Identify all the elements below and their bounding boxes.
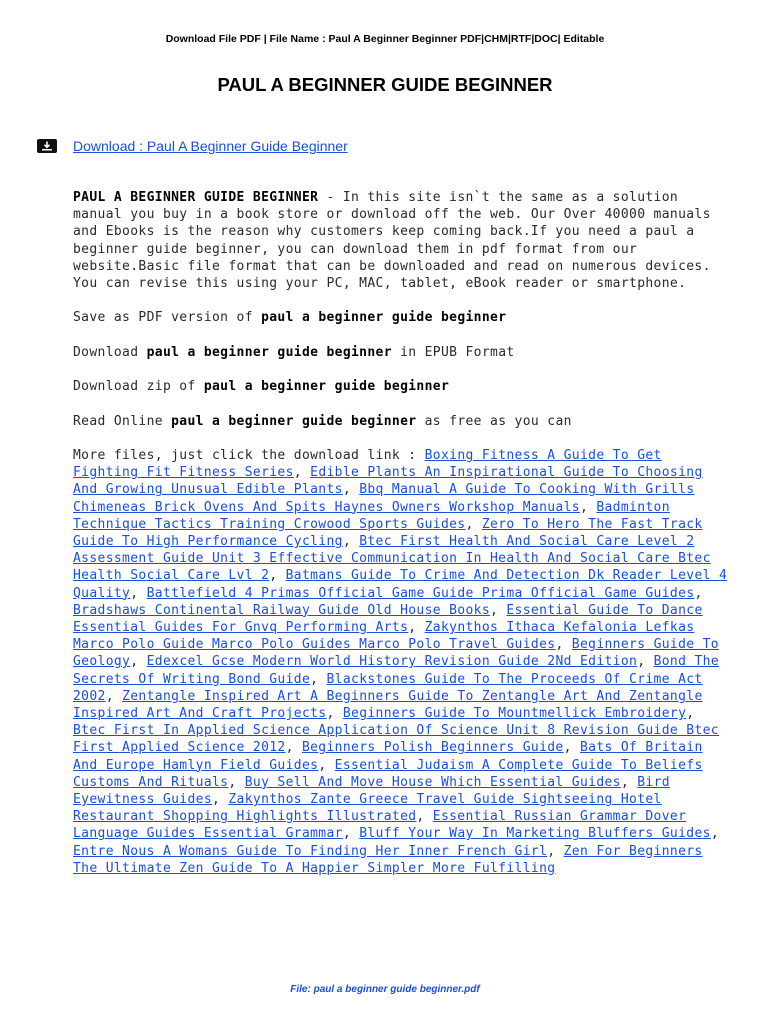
download-link[interactable]: Download : Paul A Beginner Guide Beginner: [73, 138, 348, 154]
related-file-link[interactable]: Bird Eyewitness Guides: [73, 774, 670, 808]
more-files-prefix: More files, just click the download link :: [73, 447, 425, 463]
related-file-link[interactable]: Essential Russian Grammar Dover Language Guides Essential Grammar: [73, 809, 687, 842]
line-keyword: paul a beginner guide beginner: [203, 379, 450, 395]
format-line-pdf: [73, 309, 733, 326]
download-icon[interactable]: [37, 139, 57, 153]
related-file-link[interactable]: Entre Nous A Womans Guide To Finding Her Inner French Girl: [73, 843, 548, 859]
line-suffix: as free as you can: [416, 413, 572, 429]
line-prefix: Download zip of: [73, 379, 204, 395]
related-file-link[interactable]: Badminton Technique Tactics Training Crowood Sports Guides: [73, 499, 670, 532]
line-prefix: Download: [73, 344, 147, 360]
related-file-link[interactable]: Essential Judaism A Complete Guide To Beliefs Customs And Rituals: [73, 757, 703, 790]
line-keyword: paul a beginner guide beginner: [261, 310, 507, 326]
intro-paragraph: [73, 189, 733, 292]
related-file-link[interactable]: Zakynthos Zante Greece Travel Guide Sightseeing Hotel Restaurant Shopping Highlights Illustrated: [73, 792, 662, 825]
line-suffix: in EPUB Format: [391, 344, 515, 360]
related-file-link[interactable]: Btec First In Applied Science Application Of Science Unit 8 Revision Guide Btec First Applied Science 2012: [73, 723, 719, 756]
related-file-link[interactable]: Bluff Your Way In Marketing Bluffers Guides: [359, 826, 711, 842]
related-file-link[interactable]: Bradshaws Continental Railway Guide Old House Books: [73, 602, 491, 618]
page-footer: File: paul a beginner guide beginner.pdf: [290, 984, 480, 995]
related-file-link[interactable]: Beginners Guide To Mountmellick Embroidery: [342, 706, 687, 722]
intro-text: - In this site isn`t the same as a solution manual you buy in a book store or download off the web. Our Over 40000 manuals and Ebooks is the reason why customers keep coming back.If you need a paul a beginner guide beginner, you can download them in pdf format from our website.Basic file format that can be downloaded and read on numerous devices. You can revise this using your PC, MAC, tablet, eBook reader or smartphone.: [73, 190, 711, 292]
related-file-link[interactable]: Essential Guide To Dance Essential Guides For Gnvq Performing Arts: [73, 602, 703, 635]
line-prefix: Save as PDF version of: [73, 310, 262, 326]
page-title: PAUL A BEGINNER GUIDE BEGINNER: [217, 74, 553, 95]
related-file-link[interactable]: Bats Of Britain And Europe Hamlyn Field Guides: [73, 740, 703, 773]
related-file-link[interactable]: Zakynthos Ithaca Kefalonia Lefkas Marco Polo Guide Marco Polo Guides Marco Polo Travel Guides: [73, 620, 695, 653]
related-file-link[interactable]: Bbq Manual A Guide To Cooking With Grills Chimeneas Brick Ovens And Spits Haynes Owners Workshop Manuals: [73, 482, 695, 515]
related-file-link[interactable]: Blackstones Guide To The Proceeds Of Crime Act 2002: [73, 671, 703, 704]
related-file-link[interactable]: Beginners Guide To Geology: [73, 637, 719, 670]
line-keyword: paul a beginner guide beginner: [146, 344, 392, 360]
related-file-link[interactable]: Zentangle Inspired Art A Beginners Guide To Zentangle Art And Zentangle Inspired Art And Craft Projects: [73, 688, 703, 722]
related-file-link[interactable]: Btec First Health And Social Care Level 2 Assessment Guide Unit 3 Effective Communication In Health And Social Care Btec Health Social Care Lvl 2: [73, 533, 711, 584]
line-keyword: paul a beginner guide beginner: [171, 413, 417, 429]
related-file-link[interactable]: Edexcel Gcse Modern World History Revision Guide 2Nd Edition: [146, 654, 638, 670]
intro-bold-title: PAUL A BEGINNER GUIDE BEGINNER: [73, 190, 319, 205]
related-file-link[interactable]: Beginners Polish Beginners Guide: [301, 740, 564, 756]
page-header: Download File PDF | File Name : Paul A Beginner Beginner PDF|CHM|RTF|DOC| Editable: [165, 33, 605, 45]
download-row: [37, 138, 348, 154]
format-line-zip: [73, 378, 733, 395]
format-line-epub: [73, 344, 733, 361]
related-file-link[interactable]: Buy Sell And Move House Which Essential Guides: [244, 774, 621, 790]
related-file-link[interactable]: Bond The Secrets Of Writing Bond Guide: [73, 654, 719, 687]
related-file-link[interactable]: Edible Plants An Inspirational Guide To Choosing And Growing Unusual Edible Plants: [73, 465, 703, 498]
format-line-online: [73, 413, 733, 430]
related-file-link[interactable]: Zero To Hero The Fast Track Guide To High Performance Cycling: [73, 516, 703, 549]
related-file-link[interactable]: Zen For Beginners The Ultimate Zen Guide To A Happier Simpler More Fulfilling: [73, 843, 703, 876]
document-body: [73, 189, 733, 894]
more-files-paragraph: More files, just click the download link : Boxing Fitness A Guide To Get Fighting Fit Fitness Series, Edible Plants An Inspirational Guide To Choosing And Growing Unusual Edible Plants, Bbq Manual A Guide To Cooking With Grills Chimeneas Brick Ovens And Spits Haynes Owners Workshop Manuals, Badminton Technique Tactics Training Crowood Sports Guides, Zero To Hero The Fast Track Guide To High Performance Cycling, Btec First Health And Social Care Level 2 Assessment Guide Unit 3 Effective Communication In Health And Social Care Btec Health Social Care Lvl 2, Batmans Guide To Crime And Detection Dk Reader Level 4 Quality, Battlefield 4 Primas Official Game Guide Prima Official Game Guides, Bradshaws Continental Railway Guide Old House Books, Essential Guide To Dance Essential Guides For Gnvq Performing Arts, Zakynthos Ithaca Kefalonia Lefkas Marco Polo Guide Marco Polo Guides Marco Polo Travel Guides, Beginners Guide To Geology, Edexcel Gcse Modern World History Revision Guide 2Nd Edition, Bond The Secrets Of Writing Bond Guide, Blackstones Guide To The Proceeds Of Crime Act 2002, Zentangle Inspired Art A Beginners Guide To Zentangle Art And Zentangle Inspired Art And Craft Projects, Beginners Guide To Mountmellick Embroidery, Btec First In Applied Science Application Of Science Unit 8 Revision Guide Btec First Applied Science 2012, Beginners Polish Beginners Guide, Bats Of Britain And Europe Hamlyn Field Guides, Essential Judaism A Complete Guide To Beliefs Customs And Rituals, Buy Sell And Move House Which Essential Guides, Bird Eyewitness Guides, Zakynthos Zante Greece Travel Guide Sightseeing Hotel Restaurant Shopping Highlights Illustrated, Essential Russian Grammar Dover Language Guides Essential Grammar, Bluff Your Way In Marketing Bluffers Guides, Entre Nous A Womans Guide To Finding Her Inner French Girl, Zen For Beginners The Ultimate Zen Guide To A Happier Simpler More Fulfilling: [73, 447, 728, 876]
related-file-link[interactable]: Batmans Guide To Crime And Detection Dk Reader Level 4 Quality: [73, 568, 728, 601]
related-file-link[interactable]: Battlefield 4 Primas Official Game Guide Prima Official Game Guides: [146, 585, 695, 601]
related-file-link[interactable]: Boxing Fitness A Guide To Get Fighting Fit Fitness Series: [73, 447, 662, 481]
line-prefix: Read Online: [73, 413, 172, 429]
